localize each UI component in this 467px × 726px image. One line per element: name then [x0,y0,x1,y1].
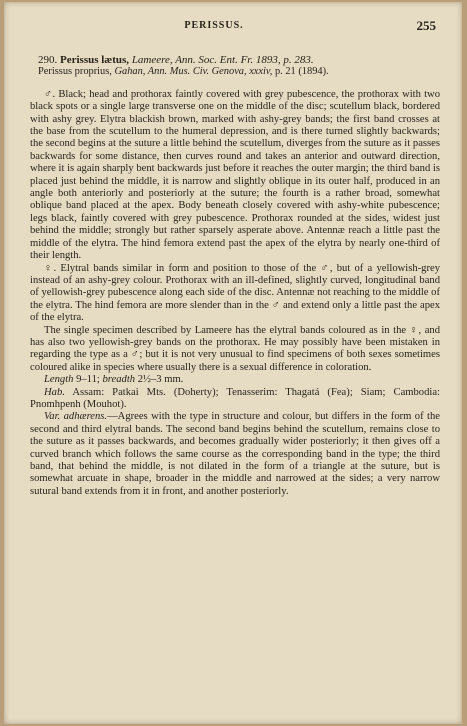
length-label: Length [44,374,74,386]
hab-text: Assam: Patkai Mts. (Doherty); Tenasserim: Thagatá (Fea); Siam; Cambodia: Pnomhpenh (Mouhot). [30,386,440,410]
synonym-line [30,66,440,78]
page-number: 255 [416,18,436,33]
breadth-value: 2½–3 mm. [137,374,184,386]
variety-label: Var. adhærens. [44,411,108,423]
running-head [4,20,462,36]
measurements [30,374,440,386]
species-heading [30,54,440,66]
page-body [30,54,440,498]
specimen-note: The single specimen described by Lameere has the elytral bands coloured as in the ♀, and has also two yellowish-grey bands on the prothorax. He may possibly have been mistaken in regarding the type as a ♂; but it is not very unusual to find specimens of both sexes sometimes coloured alike in species where usually there is a sexual difference in coloration. [30,324,440,373]
entry-number: 290. [38,54,58,66]
habitat [30,387,440,412]
length-value: 9–11; [76,374,100,386]
synonym-tail: p. 21 (1894). [274,66,329,78]
synonym-citation: Gahan, Ann. Mus. Civ. Genova, xxxiv, [114,66,273,78]
book-page [4,2,462,724]
male-description: ♂. Black; head and prothorax faintly covered with grey pubescence, the prothorax with two black spots or a single large transverse one on the middle of the disc; scutellum black, bordered with ashy grey. Elytra blackish brown, marked with ashy-grey bands; the first band crosses at the base from the scutellum to the humeral depression, and is there turned slightly backwards; the second begins at the suture a little behind the scutellum, diverges from the suture as it passes backwards for some distance, then curves round and takes an anterior and outward direction, where it is again sharply bent backwards just before it reaches the outer margin; the third band is placed just behind the middle, it is narrow and slightly oblique in its outer half, produced in an angle both anteriorly and posteriorly at the suture; the fourth is a rather broad, somewhat oblique band placed at the apex. Body beneath closely covered with ashy-white pubescence; legs black, faintly covered with grey pubescence. Prothorax rounded at the sides, widest just behind the middle; strongly but rather sparsely asperate above. Antennæ reach a little past the middle of the elytra. The hind femora extend past the apex of the elytra by nearly one-third of their length. [30,88,440,262]
variety-text: —Agrees with the type in structure and colour, but differs in the form of the second and third elytral bands. The second band begins behind the scutellum, remains close to the suture as it passes backwards, and becomes gradually wider posteriorly; it then gives off a curved branch which follows the same course as the corresponding band in the type; the third band, that behind the middle, is not dilated in the form of a triangle at the suture, but is somewhat arcuate in shape, broader in the middle and narrowed at the sides; a very narrow sutural band extends from it in front, and another posteriorly. [30,411,440,497]
breadth-label: breadth [102,374,136,386]
variety-description [30,411,440,498]
species-name: Perissus lætus, [60,54,130,66]
running-title: PERISSUS. [184,20,244,31]
synonym-name: Perissus proprius, [38,66,112,78]
species-citation: Lameere, Ann. Soc. Ent. Fr. 1893, p. 283. [131,54,314,66]
female-description: ♀. Elytral bands similar in form and position to those of the ♂, but of a yellowish-grey instead of an ashy-grey colour. Prothorax with an ill-defined, slightly curved, longitudinal band of yellowish-grey pubescence along each side of the disc. Antennæ not reaching to the middle of the elytra. The hind femora are more slender than in the ♂ and extend only a little past the apex of the elytra. [30,262,440,324]
hab-label: Hab. [44,386,65,398]
